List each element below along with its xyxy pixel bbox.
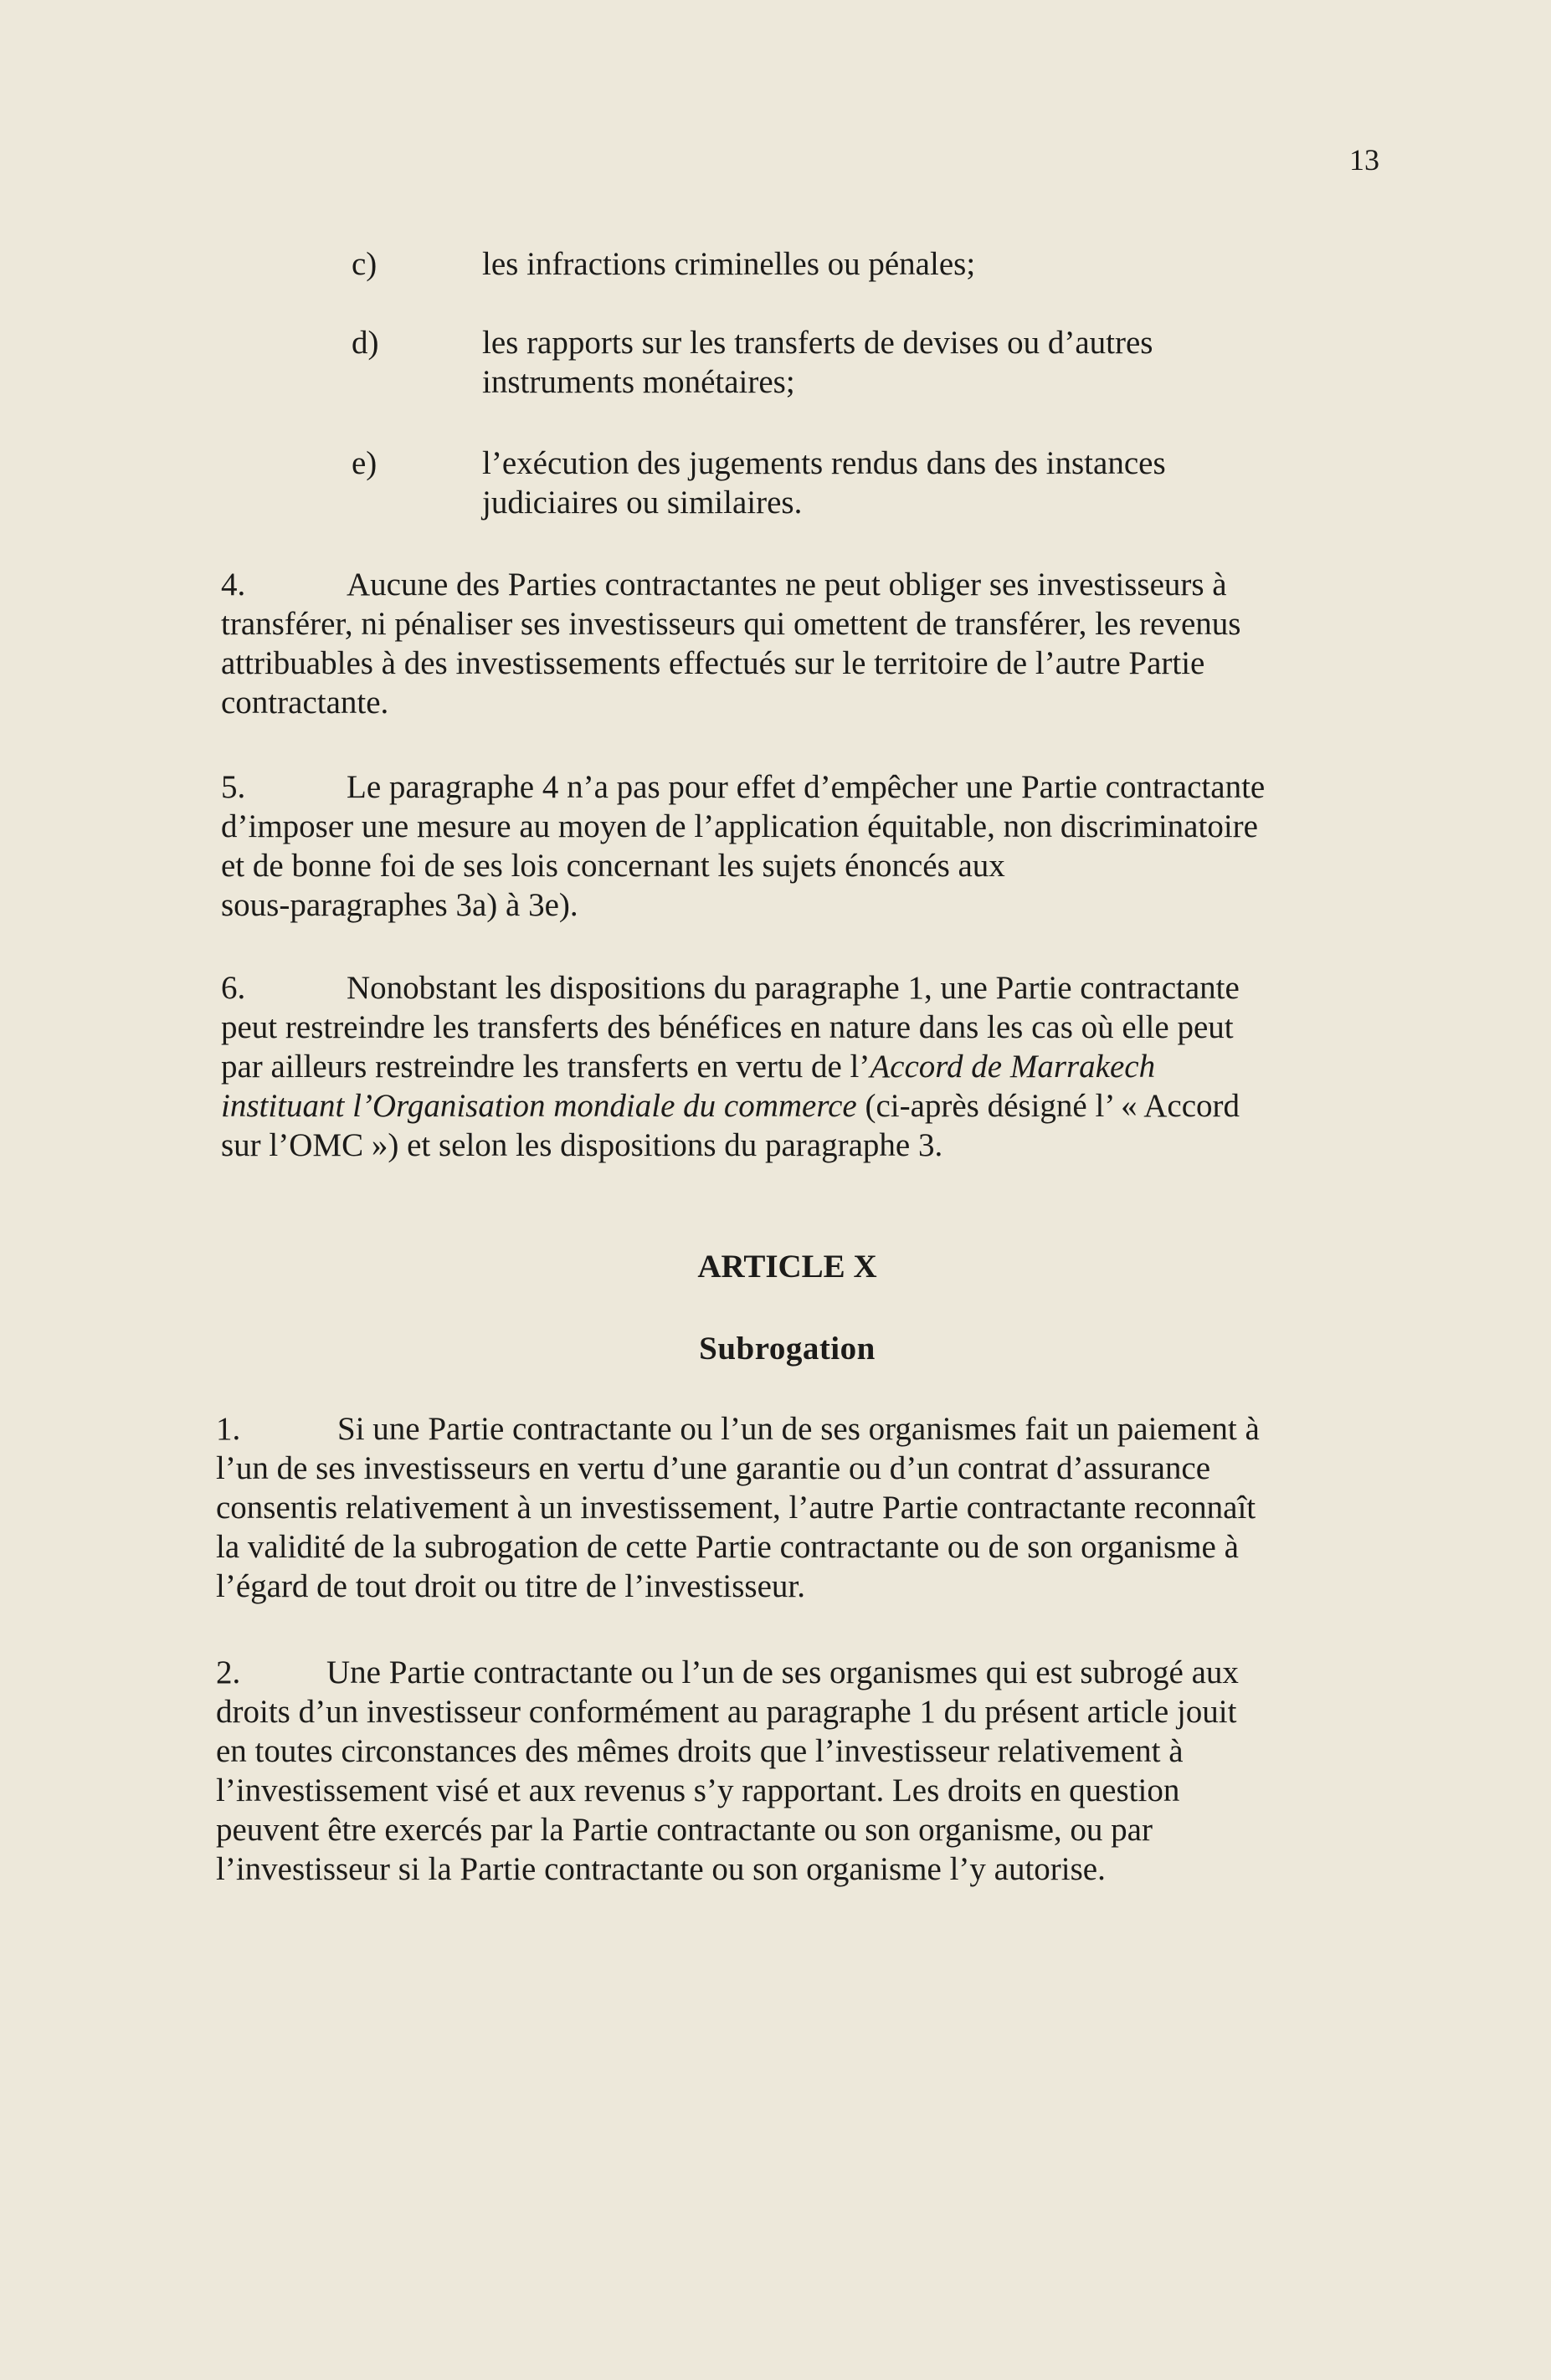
subitem-label: e)	[352, 445, 377, 481]
text-line: par ailleurs restreindre les transferts en vertu de l’Accord de Marrakech	[221, 1049, 1156, 1085]
text-line: transférer, ni pénaliser ses investisseurs qui omettent de transférer, les revenus	[221, 606, 1241, 642]
paragraph-number: 4.	[221, 567, 246, 603]
text-line: 4. Aucune des Parties contractantes ne peut obliger ses investisseurs à	[221, 567, 1227, 603]
article-paragraph-1	[216, 1409, 1329, 1606]
text-line: l’égard de tout droit ou titre de l’investisseur.	[216, 1568, 805, 1604]
subitem-text	[482, 323, 1319, 402]
subitem-text: les infractions criminelles ou pénales;	[482, 246, 976, 282]
text-line: et de bonne foi de ses lois concernant les sujets énoncés aux	[221, 848, 1005, 884]
text-line: en toutes circonstances des mêmes droits que l’investisseur relativement à	[216, 1733, 1184, 1769]
text-line: l’exécution des jugements rendus dans des instances	[482, 445, 1166, 481]
text-line: 5. Le paragraphe 4 n’a pas pour effet d’empêcher une Partie contractante	[221, 769, 1266, 805]
subitem-text	[482, 444, 1319, 522]
text-line: peut restreindre les transferts des bénéfices en nature dans les cas où elle peut	[221, 1009, 1234, 1045]
text-line: 6. Nonobstant les dispositions du paragraphe 1, une Partie contractante	[221, 970, 1240, 1006]
text-line: judiciaires ou similaires.	[482, 485, 803, 521]
text-line: peuvent être exercés par la Partie contractante ou son organisme, ou par	[216, 1812, 1153, 1848]
paragraph-number: 1.	[216, 1411, 241, 1447]
subitem-label: c)	[352, 246, 377, 282]
text-line: contractante.	[221, 685, 389, 721]
article-subtitle: Subrogation	[699, 1331, 876, 1367]
text-line: l’investissement visé et aux revenus s’y rapportant. Les droits en question	[216, 1772, 1180, 1808]
page-number: 13	[1349, 143, 1379, 177]
paragraph-number: 2.	[216, 1654, 241, 1690]
text-line: droits d’un investisseur conformément au paragraphe 1 du présent article jouit	[216, 1694, 1237, 1730]
paragraph-4	[221, 565, 1334, 722]
treaty-title: instituant l’Organisation mondiale du commerce	[221, 1088, 857, 1124]
text-line: l’investisseur si la Partie contractante ou son organisme l’y autorise.	[216, 1851, 1106, 1887]
text-line: l’un de ses investisseurs en vertu d’une garantie ou d’un contrat d’assurance	[216, 1450, 1211, 1486]
text-line: consentis relativement à un investissement, l’autre Partie contractante reconnaît	[216, 1490, 1256, 1526]
paragraph-number: 5.	[221, 769, 246, 805]
text-line: sur l’OMC ») et selon les dispositions du paragraphe 3.	[221, 1127, 943, 1163]
text-line: instituant l’Organisation mondiale du commerce (ci-après désigné l’ « Accord	[221, 1088, 1240, 1124]
text-line: 1. Si une Partie contractante ou l’un de ses organismes fait un paiement à	[216, 1411, 1260, 1447]
text-line: 2. Une Partie contractante ou l’un de ses organismes qui est subrogé aux	[216, 1654, 1239, 1690]
text-line: les rapports sur les transferts de devises ou d’autres	[482, 325, 1153, 361]
paragraph-5	[221, 767, 1334, 925]
text-line: d’imposer une mesure au moyen de l’application équitable, non discriminatoire	[221, 808, 1258, 844]
text-line: la validité de la subrogation de cette Partie contractante ou de son organisme à	[216, 1529, 1239, 1565]
paragraph-number: 6.	[221, 970, 246, 1006]
text-line: instruments monétaires;	[482, 364, 795, 400]
treaty-title: Accord de Marrakech	[870, 1049, 1156, 1085]
article-paragraph-2	[216, 1653, 1329, 1889]
text-line: attribuables à des investissements effectués sur le territoire de l’autre Partie	[221, 645, 1205, 681]
paragraph-6	[221, 968, 1334, 1165]
text-line: sous-paragraphes 3a) à 3e).	[221, 887, 578, 923]
article-title: ARTICLE X	[697, 1249, 877, 1285]
subitem-label: d)	[352, 325, 379, 361]
